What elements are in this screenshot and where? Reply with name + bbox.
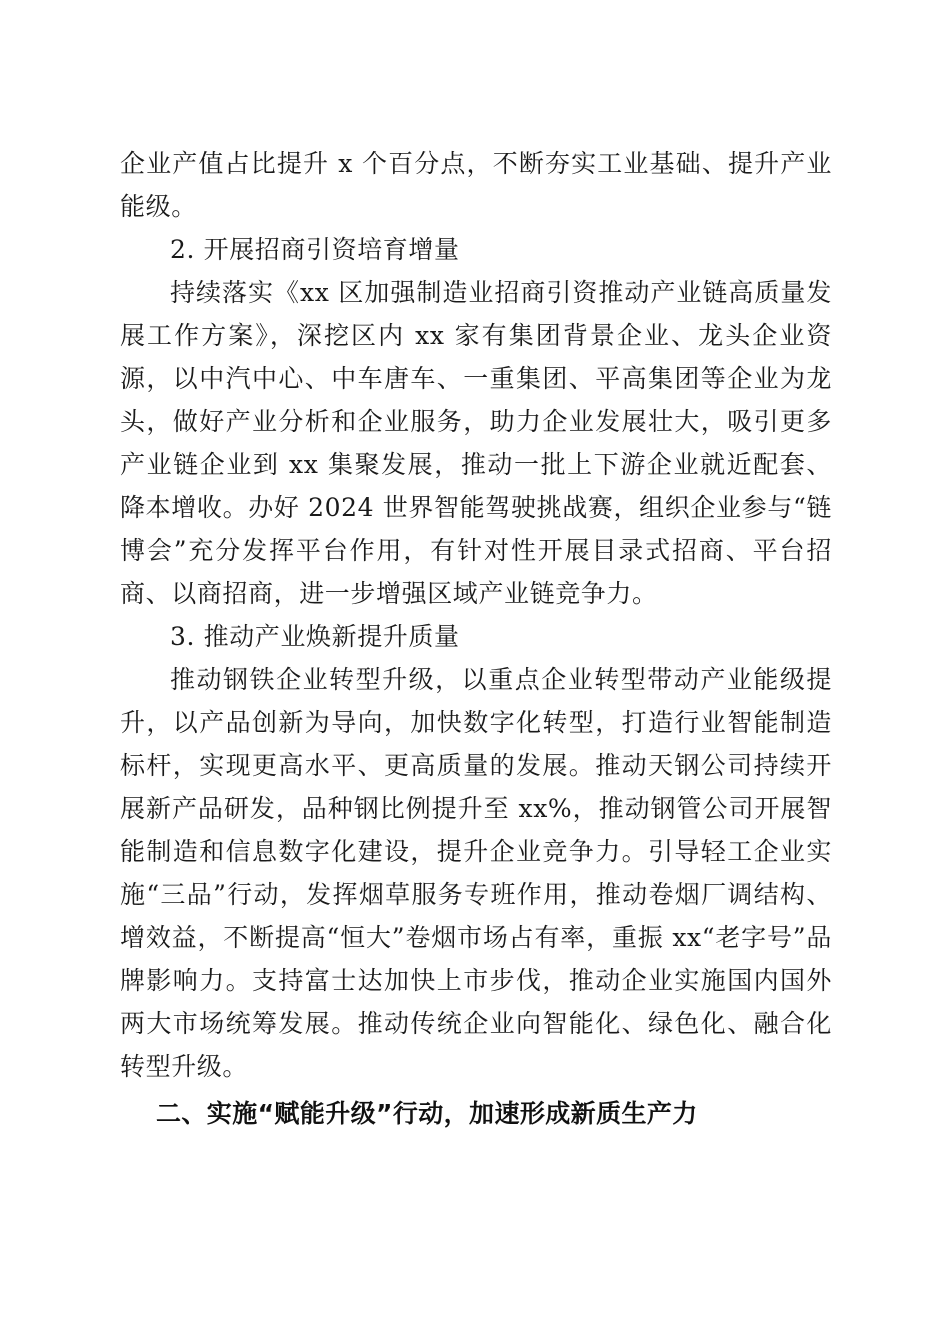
document-body bbox=[120, 142, 832, 1135]
section-heading-two: 二、实施“赋能升级”行动，加速形成新质生产力 bbox=[156, 1099, 698, 1128]
subheading-industry-upgrade: 3. 推动产业焕新提升质量 bbox=[170, 622, 460, 651]
paragraph-continuation: 企业产值占比提升 x 个百分点，不断夯实工业基础、提升产业能级。 bbox=[120, 149, 832, 221]
paragraph-investment: 持续落实《xx 区加强制造业招商引资推动产业链高质量发展工作方案》，深挖区内 xx 家有集团背景企业、龙头企业资源，以中汽中心、中车唐车、一重集团、平高集团等企业为龙头，做好产业分析和企业服务，助力企业发展壮大，吸引更多产业链企业到 xx 集聚发展，推动一批上下游企业就近配套、降本增收。办好 2024 世界智能驾驶挑战赛，组织企业参与“链博会”充分发挥平台作用，有针对性开展目录式招商、平台招商、以商招商，进一步增强区域产业链竞争力。 bbox=[120, 278, 832, 608]
paragraph-industry-upgrade: 推动钢铁企业转型升级，以重点企业转型带动产业能级提升，以产品创新为导向，加快数字化转型，打造行业智能制造标杆，实现更高水平、更高质量的发展。推动天钢公司持续开展新产品研发，品种钢比例提升至 xx%，推动钢管公司开展智能制造和信息数字化建设，提升企业竞争力。引导轻工企业实施“三品”行动，发挥烟草服务专班作用，推动卷烟厂调结构、增效益，不断提高“恒大”卷烟市场占有率，重振 xx“老字号”品牌影响力。支持富士达加快上市步伐，推动企业实施国内国外两大市场统筹发展。推动传统企业向智能化、绿色化、融合化转型升级。 bbox=[120, 665, 832, 1081]
subheading-investment: 2. 开展招商引资培育增量 bbox=[170, 235, 460, 264]
